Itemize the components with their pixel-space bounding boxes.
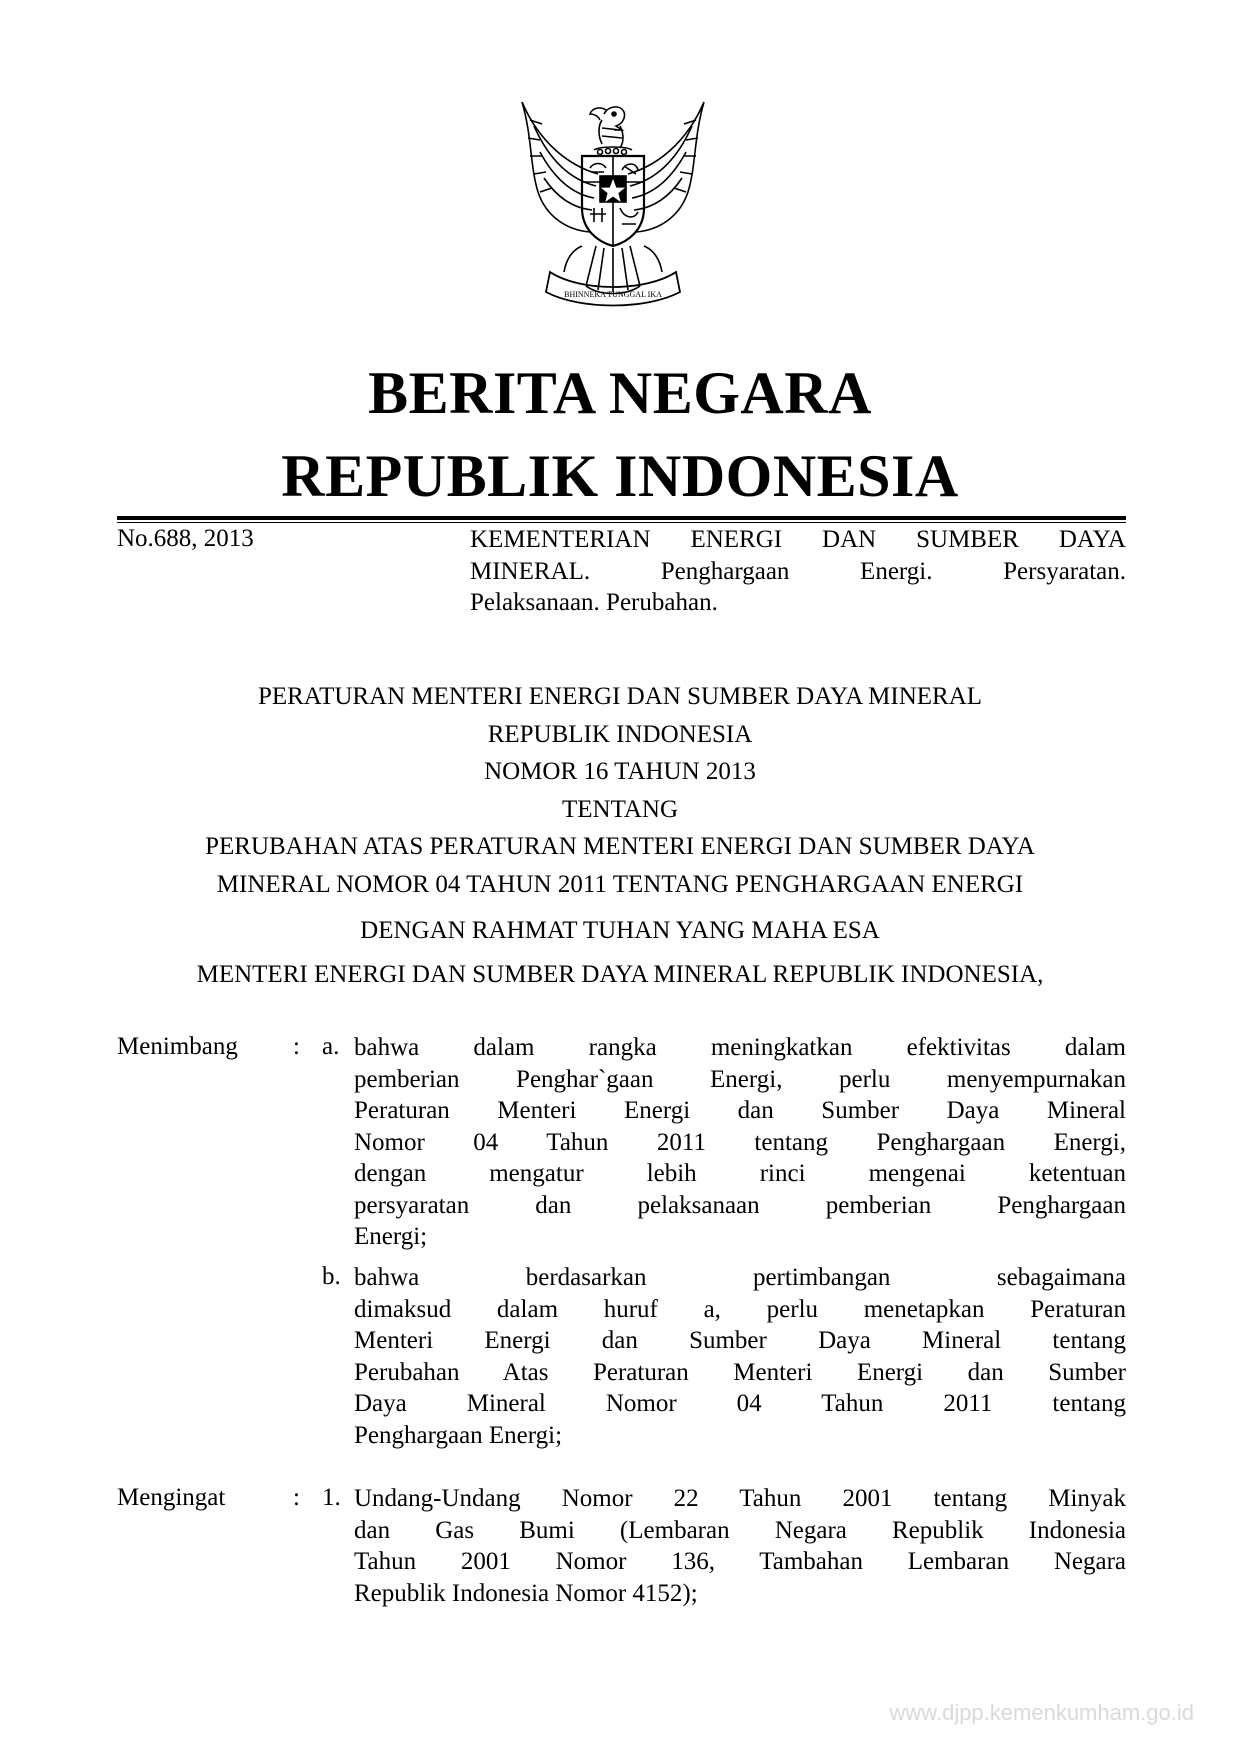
text-line: Republik Indonesia Nomor 4152); — [354, 1579, 698, 1607]
section-colon: : — [293, 1484, 300, 1511]
header-divider — [117, 516, 1126, 520]
item-text — [354, 1032, 1126, 1253]
text-line: Energi; — [354, 1223, 428, 1250]
gazette-subject — [470, 524, 1126, 619]
regulation-title-line: NOMOR 16 TAHUN 2013 — [484, 758, 756, 785]
section-label: Mengingat — [117, 1484, 226, 1511]
regulation-title-line: PERUBAHAN ATAS PERATURAN MENTERI ENERGI DAN SUMBER DAYA — [205, 833, 1035, 860]
regulation-title-line: PERATURAN MENTERI ENERGI DAN SUMBER DAYA MINERAL — [257, 683, 983, 710]
subject-line: Pelaksanaan. Perubahan. — [470, 589, 718, 616]
subject-line: MINERAL. Penghargaan Energi. Persyaratan. — [470, 557, 1126, 585]
watermark-link: www.djpp.kemenkumham.go.id — [889, 1700, 1194, 1725]
text-line: persyaratan dan pelaksanaan pemberian Penghargaan — [354, 1191, 1126, 1219]
invocation: DENGAN RAHMAT TUHAN YANG MAHA ESA — [360, 917, 880, 944]
garuda-emblem-icon — [510, 96, 716, 312]
text-line: Nomor 04 Tahun 2011 tentang Penghargaan Energi, — [354, 1128, 1126, 1156]
item-marker: 1. — [322, 1484, 341, 1511]
regulation-title-line: MINERAL NOMOR 04 TAHUN 2011 TENTANG PENGHARGAAN ENERGI — [216, 870, 1024, 898]
text-line: Menteri Energi dan Sumber Daya Mineral tentang — [354, 1327, 1126, 1354]
text-line: dan Gas Bumi (Lembaran Negara Republik Indonesia — [354, 1516, 1126, 1544]
text-line: Undang-Undang Nomor 22 Tahun 2001 tentang Minyak — [354, 1485, 1126, 1512]
text-line: Perubahan Atas Peraturan Menteri Energi dan Sumber — [354, 1358, 1126, 1386]
item-text — [354, 1262, 1126, 1451]
text-line: dimaksud dalam huruf a, perlu menetapkan Peraturan — [354, 1295, 1126, 1323]
header-divider-thin — [117, 522, 1126, 523]
item-marker: b. — [322, 1263, 341, 1290]
item-text — [354, 1483, 1126, 1609]
subject-line: KEMENTERIAN ENERGI DAN SUMBER DAYA — [470, 526, 1126, 553]
gazette-title-line1: BERITA NEGARA — [368, 360, 872, 426]
regulation-title-line: TENTANG — [561, 795, 679, 823]
item-marker: a. — [322, 1033, 340, 1060]
regulation-title-line: REPUBLIK INDONESIA — [487, 720, 753, 748]
text-line: Tahun 2001 Nomor 136, Tambahan Lembaran Negara — [354, 1548, 1126, 1575]
section-colon: : — [293, 1033, 300, 1060]
text-line: bahwa dalam rangka meningkatkan efektivitas dalam — [354, 1034, 1126, 1061]
text-line: Peraturan Menteri Energi dan Sumber Daya Mineral — [354, 1097, 1126, 1124]
text-line: Penghargaan Energi; — [354, 1421, 563, 1449]
text-line: dengan mengatur lebih rinci mengenai ketentuan — [354, 1160, 1126, 1187]
text-line: bahwa berdasarkan pertimbangan sebagaimana — [354, 1264, 1126, 1291]
gazette-number: No.688, 2013 — [117, 525, 254, 552]
minister-line: MENTERI ENERGI DAN SUMBER DAYA MINERAL REPUBLIK INDONESIA, — [196, 961, 1044, 988]
gazette-title-line2: REPUBLIK INDONESIA — [281, 443, 959, 509]
emblem-motto: BHINNEKA TUNGGAL IKA — [564, 290, 662, 299]
text-line: pemberian Penghar`gaan Energi, perlu menyempurnakan — [354, 1065, 1126, 1093]
regulation-title — [0, 678, 1240, 903]
text-line: Daya Mineral Nomor 04 Tahun 2011 tentang — [354, 1390, 1126, 1417]
section-label: Menimbang — [117, 1033, 238, 1060]
